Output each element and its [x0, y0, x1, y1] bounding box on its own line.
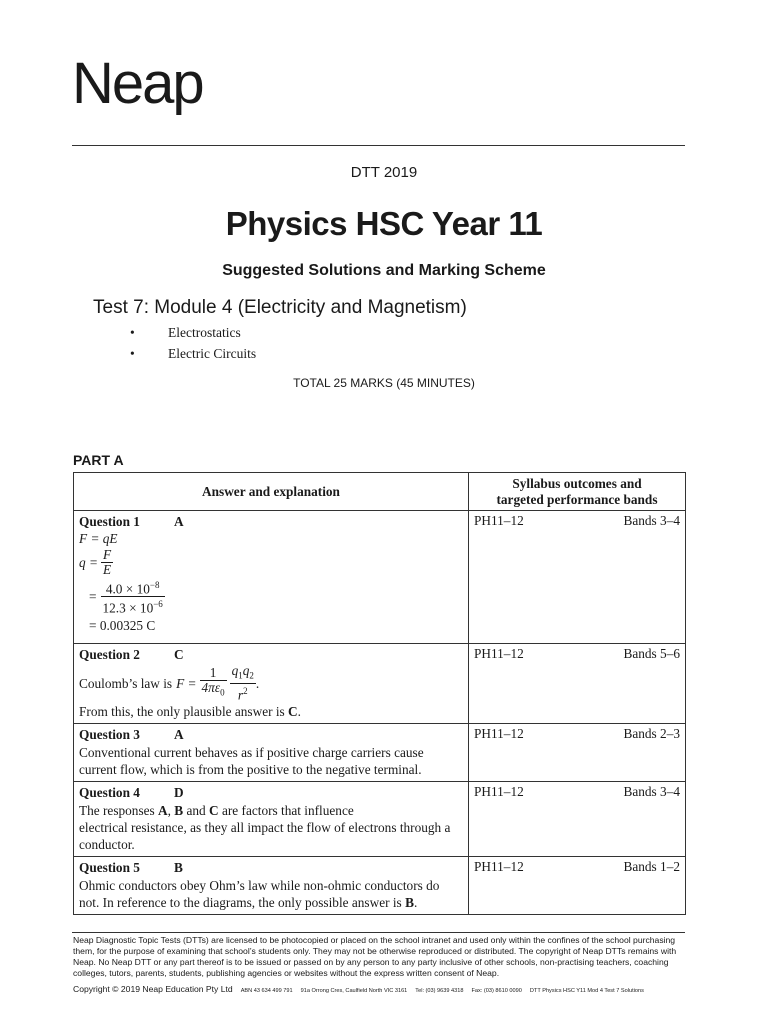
- q2-syllabus-cell: [469, 644, 686, 724]
- fax: Fax: (03) 8610 0090: [471, 988, 522, 994]
- bands: Bands 5–6: [623, 646, 680, 661]
- question-answer: A: [173, 514, 184, 529]
- page-footer: [73, 984, 685, 994]
- q2-conclusion: From this, the only plausible answer is C.: [79, 704, 301, 720]
- topic-item: • Electric Circuits: [130, 345, 257, 361]
- abn: ABN 43 634 499 791: [240, 988, 293, 994]
- outcome-code: PH11–12: [474, 513, 524, 528]
- question-label: Question 2: [79, 647, 140, 662]
- copyright: Copyright © 2019 Neap Education Pty Ltd: [73, 984, 233, 994]
- q4-answer-cell: [74, 782, 469, 857]
- outcome-code: PH11–12: [474, 859, 524, 875]
- q3-answer-cell: [74, 724, 469, 782]
- outcome-code: PH11–12: [474, 726, 524, 742]
- q2-answer-cell: [74, 644, 469, 724]
- q5-syllabus-cell: [469, 857, 686, 915]
- table-row: [74, 782, 686, 857]
- table-row: [74, 724, 686, 782]
- telephone: Tel: (03) 9639 4318: [415, 988, 464, 994]
- outcome-code: PH11–12: [474, 646, 524, 661]
- q5-answer-cell: [74, 857, 469, 915]
- q3-syllabus-cell: [469, 724, 686, 782]
- q3-explanation: Conventional current behaves as if positive charge carriers cause current flow, which is from the positive to the negative terminal.: [79, 745, 424, 778]
- bands: Bands 2–3: [623, 726, 680, 742]
- topic-item: • Electrostatics: [130, 324, 241, 340]
- page-subtitle: Suggested Solutions and Marking Scheme: [222, 262, 546, 279]
- address: 91a Orrong Cres, Caulfield North VIC 3161: [300, 988, 408, 994]
- question-label: Question 4: [79, 785, 140, 801]
- document-id: DTT Physics HSC Y11 Mod 4 Test 7 Solutions: [529, 988, 644, 994]
- q1-result: = 0.00325 C: [89, 617, 156, 633]
- footer-divider: [72, 932, 685, 933]
- table-header-row: [74, 473, 686, 511]
- page-title: Physics HSC Year 11: [225, 205, 543, 242]
- question-answer: C: [173, 647, 184, 662]
- question-answer: A: [173, 727, 184, 743]
- bands: Bands 3–4: [623, 784, 680, 800]
- question-label: Question 5: [79, 860, 140, 876]
- q1-equation-1: F = qE: [79, 531, 118, 546]
- question-answer: D: [173, 785, 184, 801]
- q1-equation-2: q = $\frac{F}{E}$: [79, 547, 112, 577]
- q1-equation-3: = $\frac{4.0 \times 10^{-8}}{12.3 \times 10^{-6}}$: [89, 580, 163, 616]
- outcome-code: PH11–12: [474, 784, 524, 800]
- question-label: Question 3: [79, 727, 140, 743]
- q4-explanation: The responses A, B and C are factors that influence electrical resistance, as they all impact the flow of electrons through a conductor.: [79, 803, 451, 853]
- q1-syllabus-cell: [469, 511, 686, 644]
- neap-logo: Neap: [72, 51, 203, 116]
- table-row: [74, 857, 686, 915]
- license-disclaimer: Neap Diagnostic Topic Tests (DTTs) are licensed to be photocopied or placed on the school intranet and used only within the confines of the school purchasing them, for the purpose of examining that school’s students only. They may not be otherwise reproduced or distributed. The copyright of Neap DTTs remains with Neap. No Neap DTT or any part thereof is to be issued or passed on by any person to any party inclusive of other schools, non-practising teachers, coaching colleges, tutors, parents, students, publishing agencies or websites without the express written consent of Neap.: [73, 935, 677, 978]
- table-row: [74, 644, 686, 724]
- dtt-label: DTT 2019: [350, 164, 418, 181]
- part-heading: PART A: [73, 452, 124, 468]
- question-answer: B: [173, 860, 183, 876]
- total-marks: TOTAL 25 MARKS (45 MINUTES): [293, 376, 475, 390]
- q5-explanation: Ohmic conductors obey Ohm’s law while non-ohmic conductors do not. In reference to the diagrams, the only possible answer is B.: [79, 878, 440, 911]
- solutions-table: [73, 472, 686, 915]
- syllabus-column-header: Syllabus outcomes and targeted performance bands: [469, 473, 686, 511]
- test-title: Test 7: Module 4 (Electricity and Magnetism): [93, 297, 467, 318]
- bands: Bands 3–4: [623, 513, 680, 528]
- bands: Bands 1–2: [623, 859, 680, 875]
- table-row: [74, 511, 686, 644]
- question-label: Question 1: [79, 514, 140, 529]
- answer-column-header: Answer and explanation: [74, 473, 469, 511]
- header-divider: [72, 145, 685, 146]
- q1-answer-cell: [74, 511, 469, 644]
- topic-list: [130, 322, 256, 364]
- q4-syllabus-cell: [469, 782, 686, 857]
- q2-coulomb-law: Coulomb’s law is F = $\frac{1}{4\pi\varepsilon_0}$ $\frac{q_1q_2}{r^2}$ .: [79, 663, 260, 703]
